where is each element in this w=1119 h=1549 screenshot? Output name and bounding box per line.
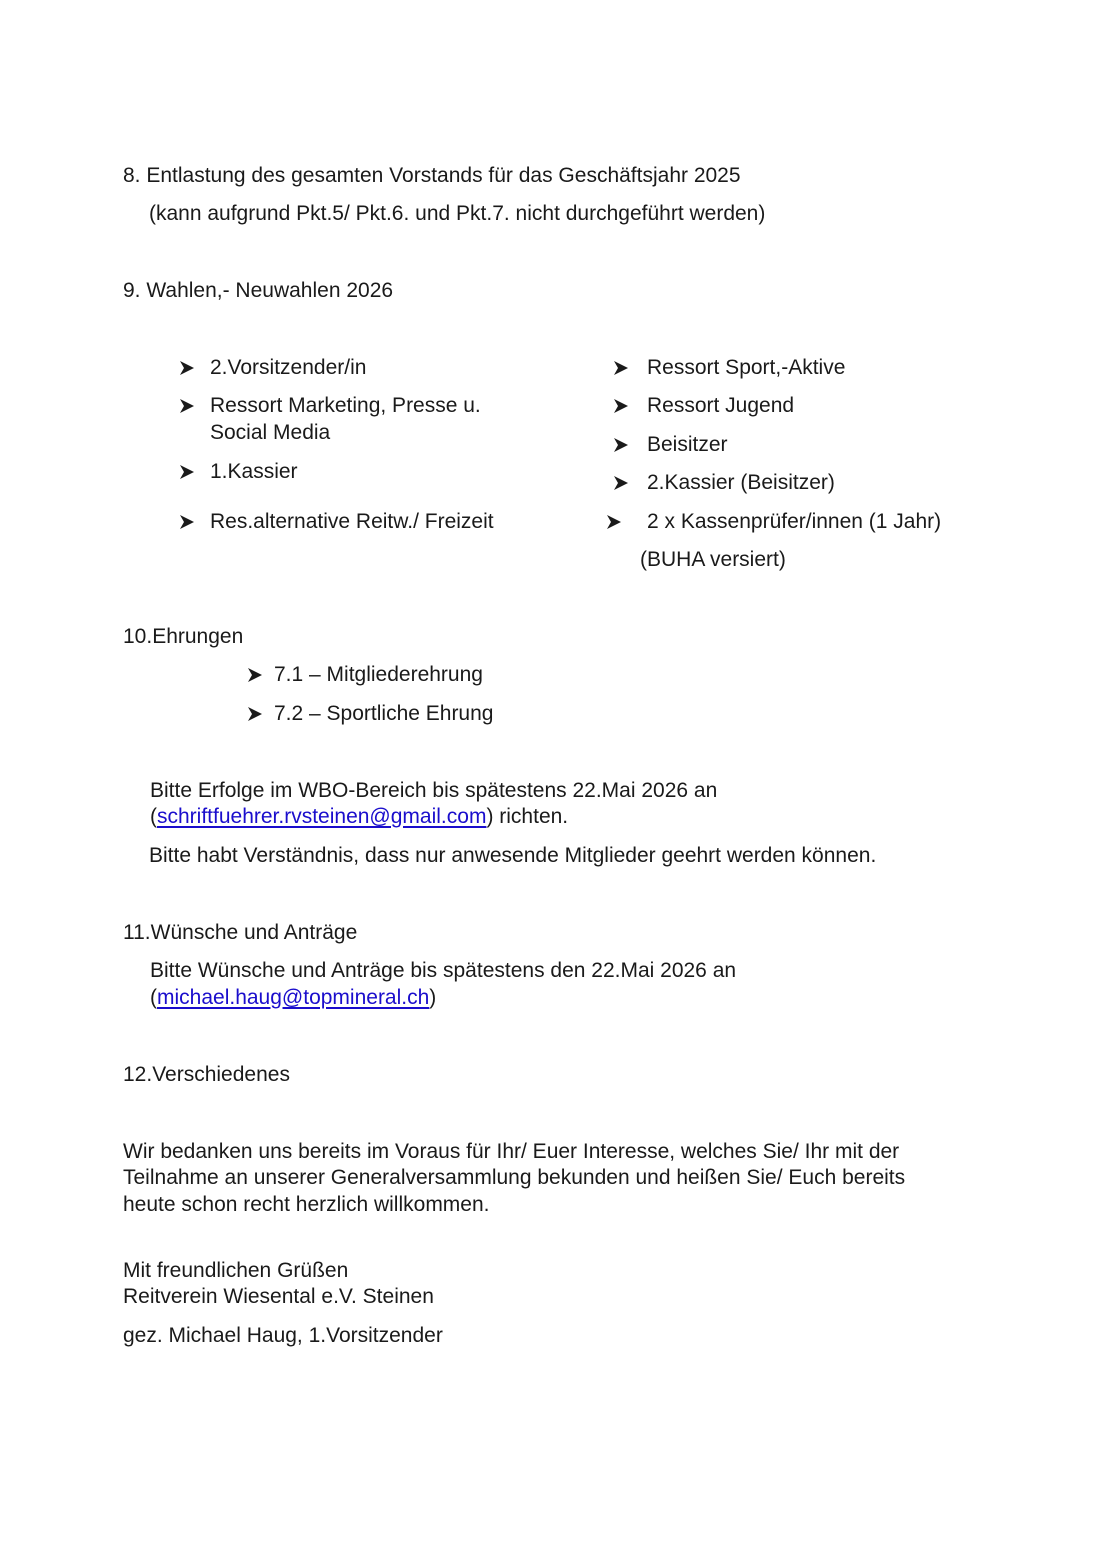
arrowhead-bullet-icon xyxy=(178,513,196,531)
honor-item-members: 7.1 – Mitgliederehrung xyxy=(274,663,483,686)
right-item-kassier2: 2.Kassier (Beisitzer) xyxy=(647,471,835,494)
arrowhead-bullet-icon xyxy=(612,359,630,377)
left-item-kassier: 1.Kassier xyxy=(210,460,298,483)
item11-heading: 11.Wünsche und Anträge xyxy=(123,921,358,944)
right-item-kassenpruefer: 2 x Kassenprüfer/innen (1 Jahr) xyxy=(647,510,942,533)
closing-line3: heute schon recht herzlich willkommen. xyxy=(123,1193,490,1216)
closing-line1: Wir bedanken uns bereits im Voraus für Ihr/ Euer Interesse, welches Sie/ Ihr mit der xyxy=(123,1140,900,1163)
item8-heading: 8. Entlastung des gesamten Vorstands für das Geschäftsjahr 2025 xyxy=(123,164,741,187)
item10-note-line1: Bitte Erfolge im WBO-Bereich bis spätestens 22.Mai 2026 an xyxy=(150,779,718,802)
arrowhead-bullet-icon xyxy=(178,463,196,481)
signature-club: Reitverein Wiesental e.V. Steinen xyxy=(123,1285,434,1308)
arrowhead-bullet-icon xyxy=(612,474,630,492)
item12-heading: 12.Verschiedenes xyxy=(123,1063,290,1086)
signature-greeting: Mit freundlichen Grüßen xyxy=(123,1259,349,1282)
paren-open: ( xyxy=(150,986,157,1009)
left-item-marketing: Ressort Marketing, Presse u. xyxy=(210,394,481,417)
right-item-buha: (BUHA versiert) xyxy=(640,548,786,571)
item11-note-line1: Bitte Wünsche und Anträge bis spätestens den 22.Mai 2026 an xyxy=(150,959,737,982)
paren-close: ) richten. xyxy=(486,805,569,828)
right-item-sport: Ressort Sport,-Aktive xyxy=(647,356,846,379)
item10-understanding-note: Bitte habt Verständnis, dass nur anwesende Mitglieder geehrt werden können. xyxy=(149,844,877,867)
arrowhead-bullet-icon xyxy=(246,666,264,684)
left-item-freizeit: Res.alternative Reitw./ Freizeit xyxy=(210,510,494,533)
paren-close: ) xyxy=(429,986,437,1009)
arrowhead-bullet-icon xyxy=(246,705,264,723)
arrowhead-bullet-icon xyxy=(612,397,630,415)
honor-item-sport: 7.2 – Sportliche Ehrung xyxy=(274,702,494,725)
item10-heading: 10.Ehrungen xyxy=(123,625,244,648)
item9-heading: 9. Wahlen,- Neuwahlen 2026 xyxy=(123,279,394,302)
left-item-marketing-cont: Social Media xyxy=(210,421,331,444)
email-link-haug[interactable]: michael.haug@topmineral.ch xyxy=(157,986,430,1009)
right-item-jugend: Ressort Jugend xyxy=(647,394,795,417)
left-item-vorsitzender: 2.Vorsitzender/in xyxy=(210,356,367,379)
item8-note: (kann aufgrund Pkt.5/ Pkt.6. und Pkt.7. nicht durchgeführt werden) xyxy=(149,202,766,225)
signature-signed: gez. Michael Haug, 1.Vorsitzender xyxy=(123,1324,443,1347)
right-item-beisitzer: Beisitzer xyxy=(647,433,728,456)
paren-open: ( xyxy=(150,805,157,828)
email-link-schriftfuehrer[interactable]: schriftfuehrer.rvsteinen@gmail.com xyxy=(157,805,487,828)
arrowhead-bullet-icon xyxy=(612,436,630,454)
arrowhead-bullet-icon xyxy=(178,359,196,377)
arrowhead-bullet-icon xyxy=(605,513,623,531)
item10-note-line2 xyxy=(150,804,568,830)
closing-line2: Teilnahme an unserer Generalversammlung bekunden und heißen Sie/ Euch bereits xyxy=(123,1166,906,1189)
arrowhead-bullet-icon xyxy=(178,397,196,415)
item11-note-line2 xyxy=(150,985,436,1011)
